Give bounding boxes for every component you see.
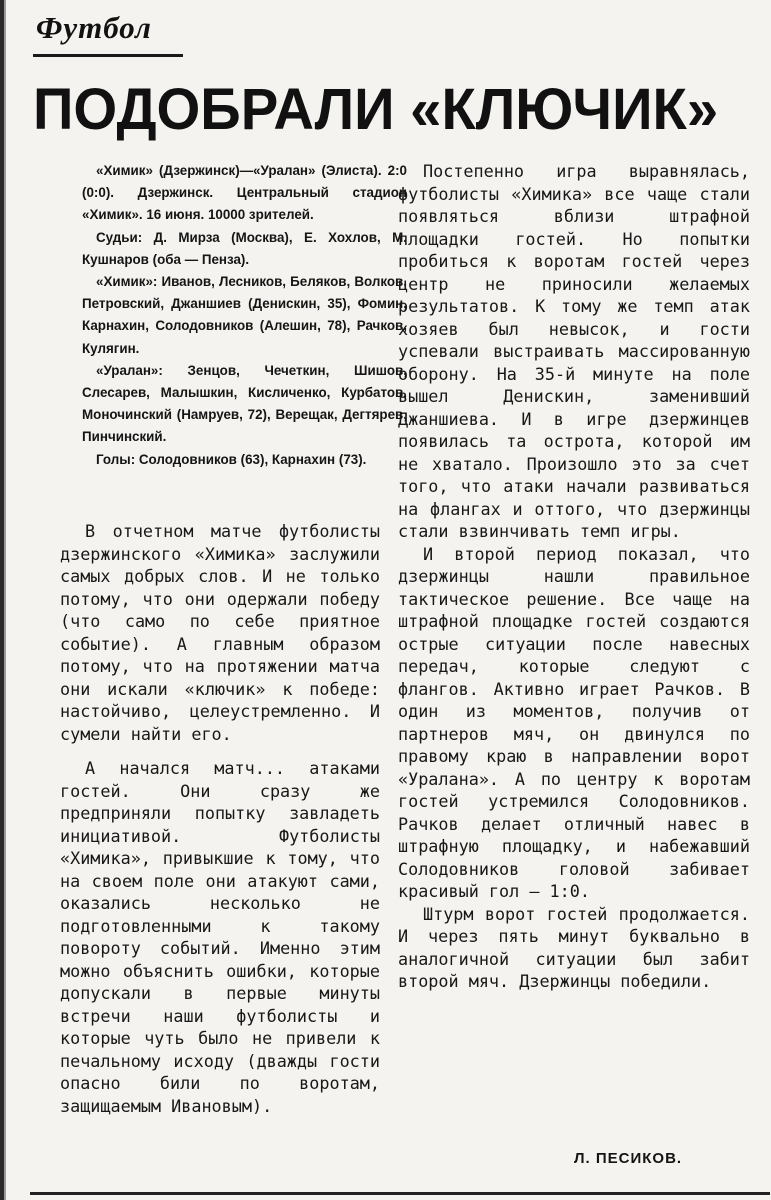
match-info-uralan-lineup: «Уралан»: Зенцов, Чечеткин, Шишов, Слесарев, Малышкин, Кисличенко, Курбатов, Моночинский (Намруев, 72), Верещак, Дегтярев, Пинчинский. (82, 362, 407, 445)
left-column (60, 160, 407, 471)
match-info-khimik-lineup: «Химик»: Иванов, Лесников, Беляков, Волков, Петровский, Джаншиев (Денискин, 35), Фомин, Карнахин, Солодовников (Алешин, 78), Рачков, Кулягин. (82, 274, 407, 356)
bottom-rule (30, 1192, 770, 1195)
right-column (398, 160, 751, 993)
left-article-text (60, 520, 380, 1117)
author-signature: Л. ПЕСИКОВ. (574, 1150, 683, 1167)
article-paragraph: Штурм ворот гостей продолжается. И через пять минут буквально в аналогичной ситуации был забит второй мяч. Дзержинцы победили. (398, 903, 750, 991)
article-paragraph: И второй период показал, что дзержинцы нашли правильное тактическое решение. Все чаще на штрафной площадке гостей создаются острые ситуации после навесных передач, которые следуют с флангов. Активно играет Рачков. В один из моментов, получив от партнеров мяч, он двинулся по правому краю в направлении ворот «Уралана». А по центру к воротам гостей устремился Солодовников. Рачков делает отличный навес в штрафную площадку, и набежавший Солодовников головой забивает красивый гол — 1:0. (398, 543, 750, 901)
rubric-underline (33, 54, 183, 57)
match-info-goals: Голы: Солодовников (63), Карнахин (73). (96, 451, 367, 467)
section-rubric: Футбол (36, 10, 152, 45)
left-margin-rule (0, 0, 10, 1200)
match-info-result: «Химик» (Дзержинск)—«Уралан» (Элиста). 2:0 (0:0). Дзержинск. Центральный стадион «Химик». 16 июня. 10000 зрителей. (82, 163, 407, 223)
article-paragraph: Постепенно игра выравнялась, футболисты «Химика» все чаще стали появляться вблизи штрафной площадки гостей. Но попытки пробиться к воротам гостей через центр не приносили желаемых результатов. К тому же темп атак хозяев был невысок, и гости успевали выстраивать массированную оборону. На 35-й минуте на поле вышел Денискин, заменивший Джаншиева. И в игре дзержинцев появилась та острота, которой им не хватало. Произошло это за счет того, что атаки начали развиваться на флангах и оттого, что дзержинцы стали взвинчивать темп игры. (398, 161, 750, 541)
match-info-block (82, 160, 407, 471)
article-paragraph: В отчетном матче футболисты дзержинского «Химика» заслужили самых добрых слов. И не только потому, что они одержали победу (что само по себе приятное событие). А главным образом потому, что на протяжении матча они искали «ключик» к победе: настойчиво, целеустремленно. И сумели найти его. (60, 521, 380, 744)
article-headline: ПОДОБРАЛИ «КЛЮЧИК» (33, 77, 719, 142)
right-article-text (398, 160, 750, 993)
article-paragraph: А начался матч... атаками гостей. Они сразу же предприняли попытку завладеть инициативой. Футболисты «Химика», привыкшие к тому, что на своем поле они атакуют сами, оказались несколько не подготовленными к такому повороту событий. Именно этим можно объяснить ошибки, которые допускали в первые минуты встречи наши футболисты и которые чуть было не привели к печальному исходу (дважды гости опасно били по воротам, защищаемым Ивановым). (60, 758, 380, 1116)
match-info-referees: Судьи: Д. Мирза (Москва), Е. Хохлов, М. Кушнаров (оба — Пенза). (82, 229, 407, 267)
